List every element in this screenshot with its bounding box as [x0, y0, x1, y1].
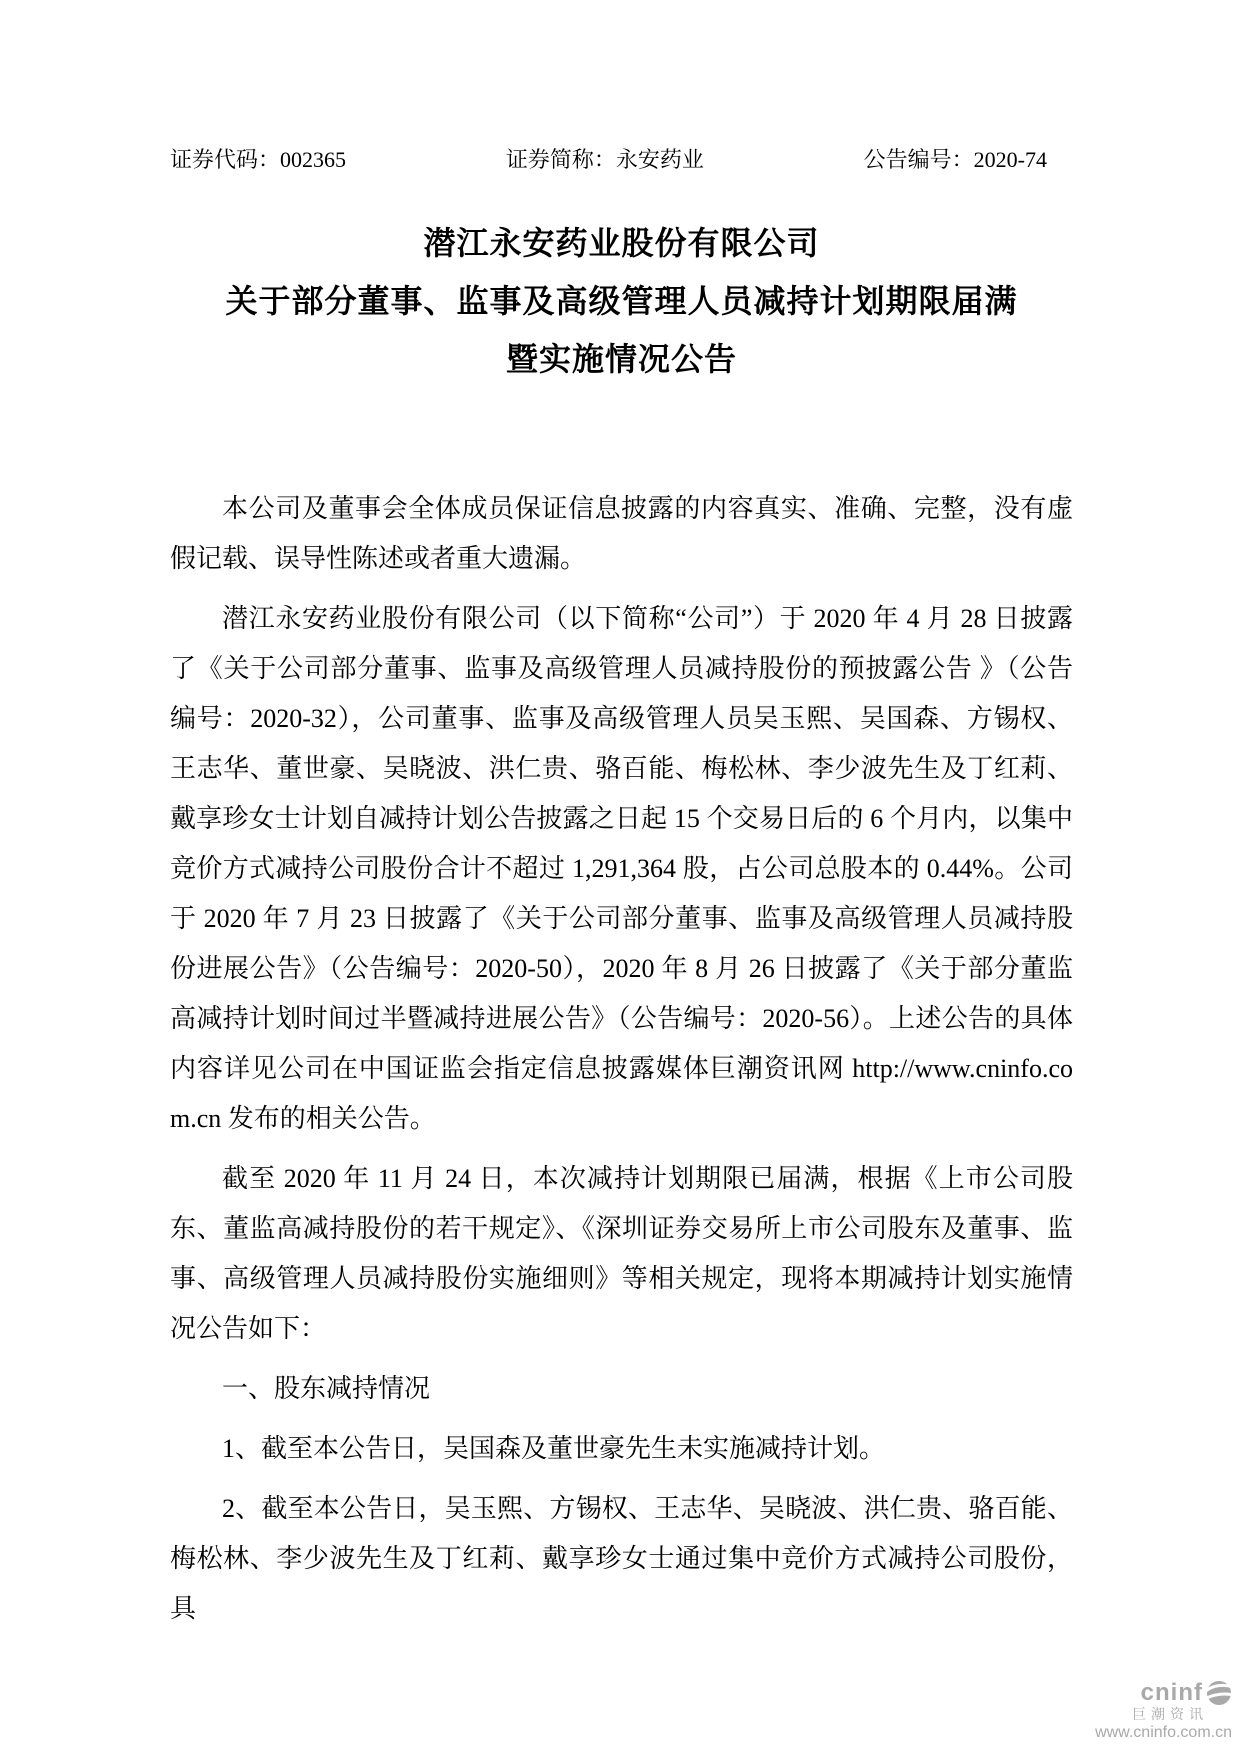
- cninfo-watermark: [1095, 1680, 1232, 1742]
- cninfo-logo: [1095, 1680, 1232, 1706]
- cninfo-brand-text: 巨潮资讯: [1132, 1706, 1208, 1722]
- background-paragraph: 潜江永安药业股份有限公司（以下简称“公司”）于 2020 年 4 月 28 日披露了《关于公司部分董事、监事及高级管理人员减持股份的预披露公告 》（公告编号：2020-32），公司董事、监事及高级管理人员吴玉熙、吴国森、方锡权、王志华、董世豪、吴晓波、洪仁贵、骆百能、梅松林、李少波先生及丁红莉、戴享珍女士计划自减持计划公告披露之日起 15 个交易日后的 6 个月内，以集中竞价方式减持公司股份合计不超过 1,291,364 股，占公司总股本的 0.44%。公司于 2020 年 7 月 23 日披露了《关于公司部分董事、监事及高级管理人员减持股份进展公告》（公告编号：2020-50），2020 年 8 月 26 日披露了《关于部分董监高减持计划时间过半暨减持进展公告》（公告编号：2020-56）。上述公告的具体内容详见公司在中国证监会指定信息披露媒体巨潮资讯网 http://www.cninfo.com.cn 发布的相关公告。: [170, 604, 1073, 1133]
- stock-code: 证券代码：002365: [170, 147, 347, 172]
- title-line-subject: 关于部分董事、监事及高级管理人员减持计划期限届满: [225, 283, 1018, 319]
- cninfo-globe-icon: [1206, 1680, 1232, 1706]
- cninfo-logo-text: cninf: [1140, 1679, 1203, 1706]
- document-header: [170, 146, 1047, 174]
- title-line-subject-2: 暨实施情况公告: [505, 341, 737, 377]
- section-heading: 一、股东减持情况: [222, 1374, 431, 1403]
- deadline-paragraph: 截至 2020 年 11 月 24 日，本次减持计划期限已届满，根据《上市公司股东、董监高减持股份的若干规定》、《深圳证券交易所上市公司股东及董事、监事、高级管理人员减持股份实施细则》等相关规定，现将本期减持计划实施情况公告如下：: [170, 1164, 1073, 1343]
- section-item-2: 2、截至本公告日，吴玉熙、方锡权、王志华、吴晓波、洪仁贵、骆百能、梅松林、李少波先生及丁红莉、戴享珍女士通过集中竞价方式减持公司股份，具: [170, 1494, 1073, 1623]
- stock-short-name: 证券简称：永安药业: [505, 147, 704, 172]
- cninfo-url-text: www.cninfo.com.cn: [1095, 1724, 1232, 1741]
- title-line-company: 潜江永安药业股份有限公司: [423, 225, 820, 261]
- section-item-1: 1、截至本公告日，吴国森及董世豪先生未实施减持计划。: [222, 1434, 886, 1463]
- document-body: [170, 484, 1073, 1634]
- document-title: [170, 214, 1073, 388]
- disclaimer-paragraph: 本公司及董事会全体成员保证信息披露的内容真实、准确、完整，没有虚假记载、误导性陈述或者重大遗漏。: [170, 494, 1073, 573]
- announcement-number: 公告编号：2020-74: [863, 147, 1047, 172]
